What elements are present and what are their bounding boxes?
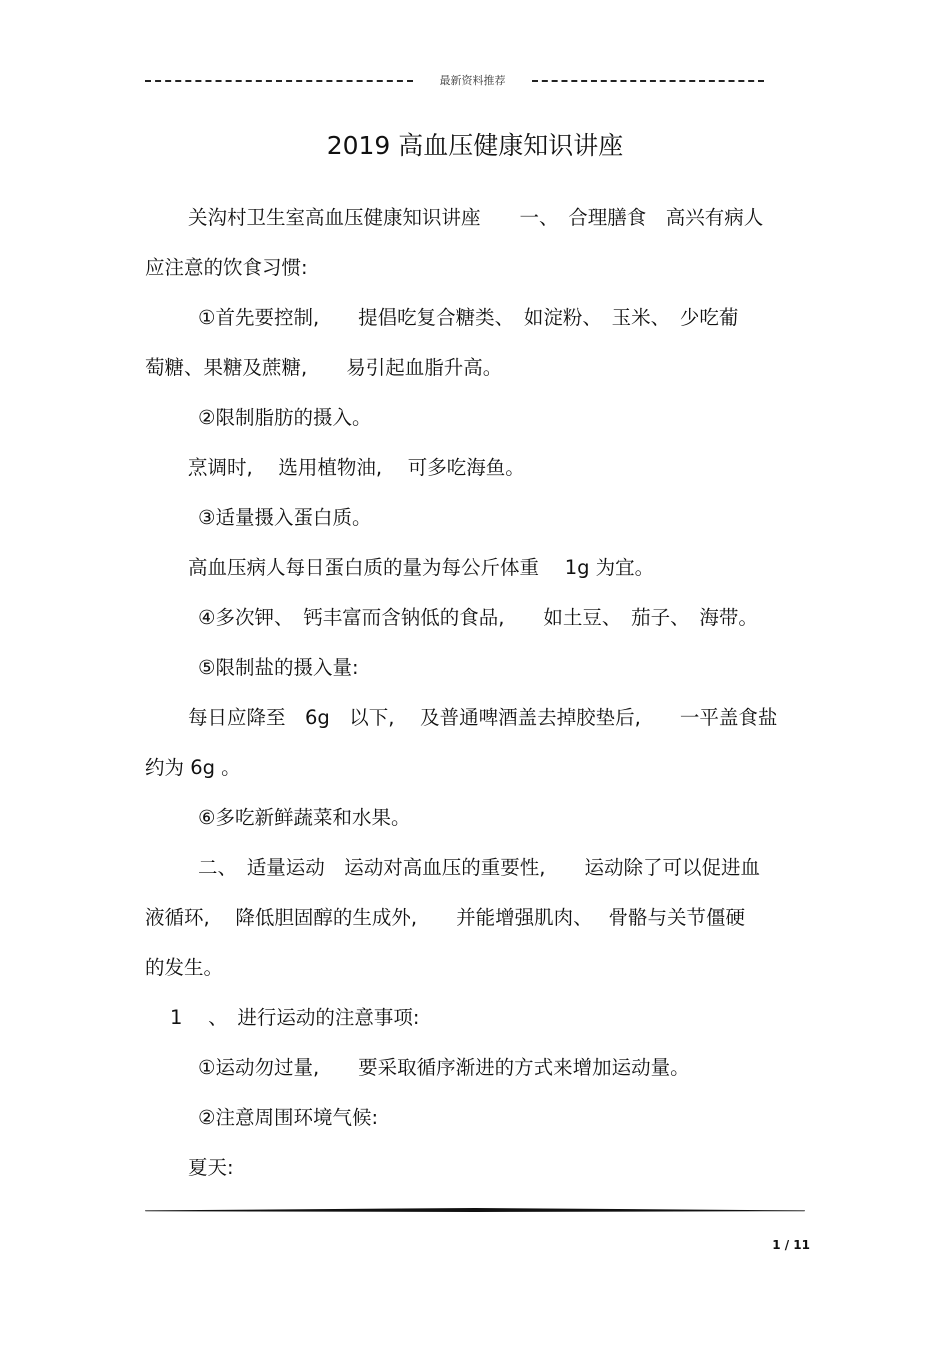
footer-rule <box>145 1208 805 1212</box>
paragraph-line: 关沟村卫生室高血压健康知识讲座 一、 合理膳食 高兴有病人 <box>188 206 764 229</box>
paragraph-line: ①运动勿过量, 要采取循序渐进的方式来增加运动量。 <box>198 1056 690 1079</box>
header-text: 最新资料推荐 <box>439 74 506 87</box>
paragraph-line: 二、 适量运动 运动对高血压的重要性, 运动除了可以促进血 <box>198 856 760 879</box>
paragraph-line: 萄糖、果糖及蔗糖, 易引起血脂升高。 <box>145 356 503 379</box>
paragraph-line: ④多次钾、 钙丰富而含钠低的食品, 如土豆、 茄子、 海带。 <box>198 606 758 629</box>
paragraph-line: ①首先要控制, 提倡吃复合糖类、 如淀粉、 玉米、 少吃葡 <box>198 306 739 329</box>
paragraph-line: ②注意周围环境气候: <box>198 1106 379 1129</box>
paragraph-line: ③适量摄入蛋白质。 <box>198 506 372 529</box>
paragraph-line: ⑤限制盐的摄入量: <box>198 656 359 679</box>
paragraph-line: 高血压病人每日蛋白质的量为每公斤体重 1g 为宜。 <box>188 556 655 579</box>
header-rule-right <box>532 80 764 82</box>
paragraph-line: 每日应降至 6g 以下, 及普通啤酒盖去掉胶垫后, 一平盖食盐 <box>188 706 778 729</box>
paragraph-line: 的发生。 <box>145 956 224 979</box>
paragraph-line: 约为 6g 。 <box>145 756 241 779</box>
paragraph-line: 夏天: <box>188 1156 234 1179</box>
paragraph-line: ②限制脂肪的摄入。 <box>198 406 372 429</box>
document-title: 2019 高血压健康知识讲座 <box>326 131 624 160</box>
paragraph-line: 应注意的饮食习惯: <box>145 256 308 279</box>
paragraph-line: 液循环, 降低胆固醇的生成外, 并能增强肌肉、 骨骼与关节僵硬 <box>145 906 746 929</box>
paragraph-line: ⑥多吃新鲜蔬菜和水果。 <box>198 806 411 829</box>
paragraph-line: 烹调时, 选用植物油, 可多吃海鱼。 <box>188 456 525 479</box>
page-number: 1 / 11 <box>772 1238 810 1252</box>
header-rule-left <box>145 80 413 82</box>
paragraph-line: 1 、 进行运动的注意事项: <box>170 1006 420 1029</box>
